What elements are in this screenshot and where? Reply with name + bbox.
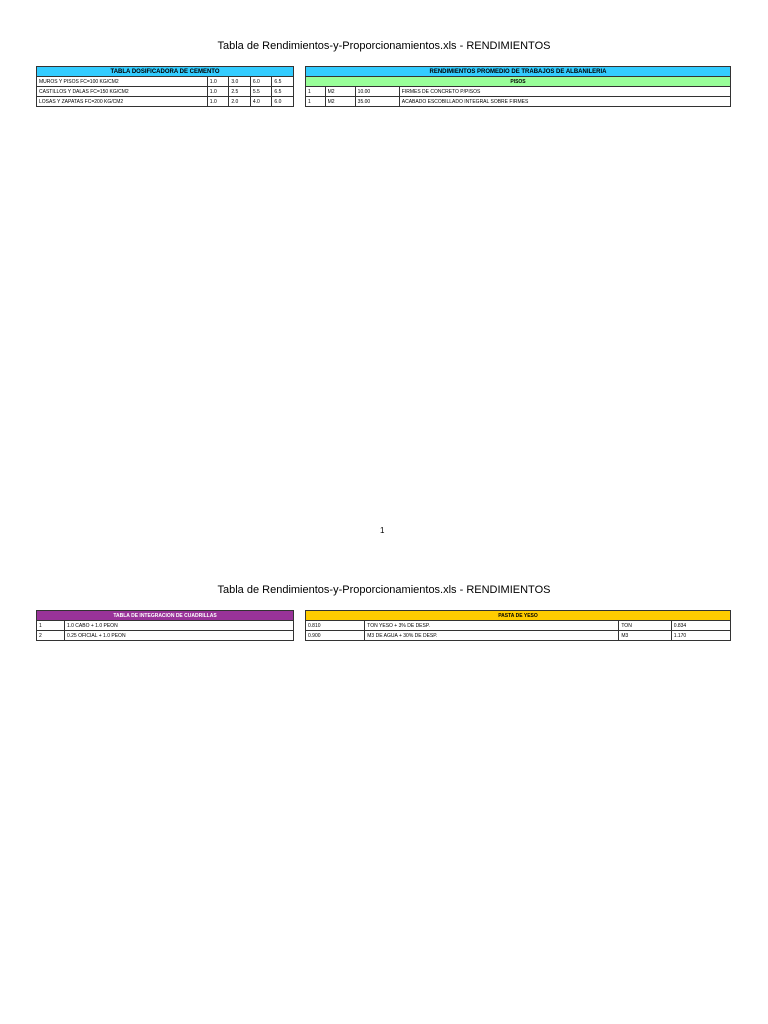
table-row: CASTILLOS Y DALAS FC=150 KG/CM2 1.0 2.5 5.5 6.5 <box>37 87 294 97</box>
table-integracion-cuadrillas <box>36 610 294 641</box>
table-row: 1 M2 10.00 FIRMES DE CONCRETO P/PISOS <box>306 87 731 97</box>
table-row: MUROS Y PISOS FC=100 KG/CM2 1.0 3.0 6.0 6.5 <box>37 77 294 87</box>
page-title: Tabla de Rendimientos-y-Proporcionamientos.xls - RENDIMIENTOS <box>217 40 551 52</box>
table-row: 2 0.25 OFICIAL + 1.0 PEON <box>37 631 294 641</box>
table-header: TABLA DOSIFICADORA DE CEMENTO <box>37 67 294 77</box>
table-rendimientos-albanileria <box>305 66 731 107</box>
table-dosificadora-cemento <box>36 66 294 107</box>
page-number: 1 <box>380 526 385 535</box>
table-row: 0.810 TON YESO + 3% DE DESP. TON 0.834 <box>306 621 731 631</box>
table-row: LOSAS Y ZAPATAS FC=200 KG/CM2 1.0 2.0 4.0 6.0 <box>37 97 294 107</box>
page-title-2: Tabla de Rendimientos-y-Proporcionamientos.xls - RENDIMIENTOS <box>217 584 551 596</box>
section-header: PISOS <box>306 77 731 87</box>
table-header: RENDIMIENTOS PROMEDIO DE TRABAJOS DE ALBANILERIA <box>306 67 731 77</box>
table-pasta-de-yeso <box>305 610 731 641</box>
table-row: 0.900 M3 DE AGUA + 30% DE DESP. M3 1.170 <box>306 631 731 641</box>
table-header: TABLA DE INTEGRACION DE CUADRILLAS <box>37 611 294 621</box>
table-row: 1 M2 35.00 ACABADO ESCOBILLADO INTEGRAL SOBRE FIRMES <box>306 97 731 107</box>
table-row: 1 1.0 CABO + 1.0 PEON <box>37 621 294 631</box>
table-header: PASTA DE YESO <box>306 611 731 621</box>
